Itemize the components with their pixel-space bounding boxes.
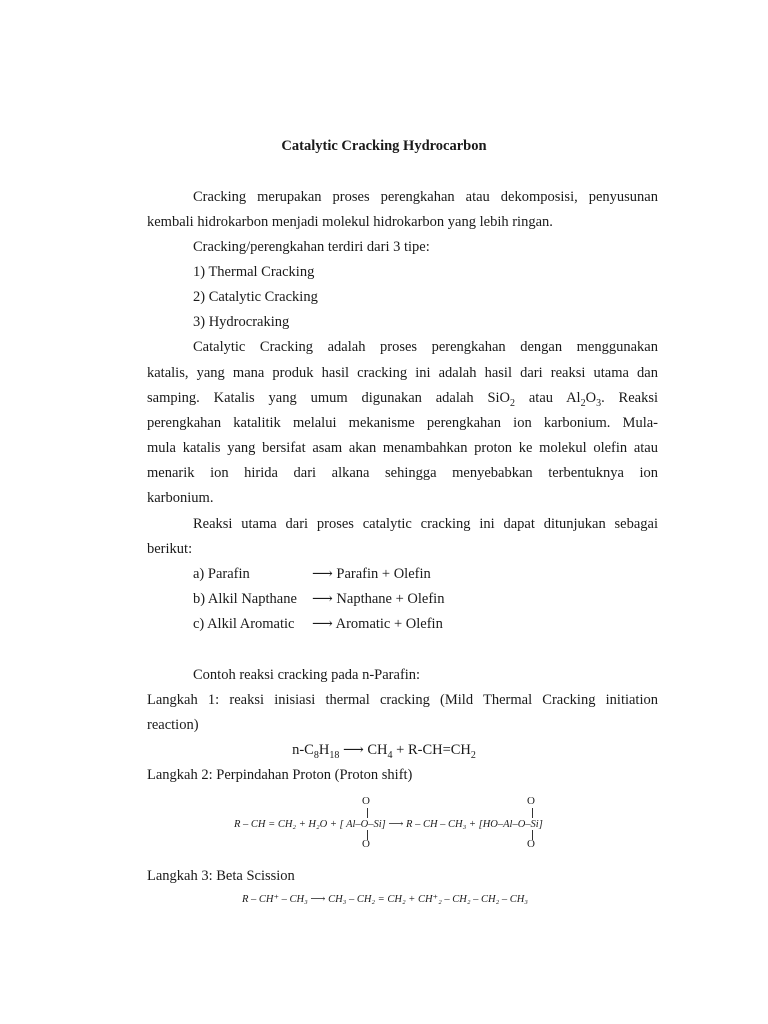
step3-heading: Langkah 3: Beta Scission xyxy=(147,868,295,884)
step1-line2: reaction) xyxy=(147,717,199,733)
bond-line xyxy=(367,808,368,818)
step1-equation: $n-C_8H_{18}$ ⟶ $CH_4 + R-CH=CH_2$ xyxy=(292,742,476,761)
para2-line7: karbonium. xyxy=(147,490,214,506)
reaction-reactant: c) Alkil Aromatic xyxy=(193,616,295,632)
oxygen-top-right: O xyxy=(527,795,535,807)
bond-line xyxy=(532,808,533,818)
reaction-product: ⟶ Napthane + Olefin xyxy=(312,591,445,607)
step1-line1: Langkah 1: reaksi inisiasi thermal cracking (Mild Thermal Cracking initiation xyxy=(147,692,658,708)
para3-line2: berikut: xyxy=(147,541,193,557)
types-intro: Cracking/perengkahan terdiri dari 3 tipe: xyxy=(193,239,430,255)
example-heading: Contoh reaksi cracking pada n-Parafin: xyxy=(193,667,421,683)
type-item-1: 1) Thermal Cracking xyxy=(193,264,315,280)
reaction-row xyxy=(193,615,658,633)
para2-line1: Catalytic Cracking adalah proses perengkahan dengan menggunakan xyxy=(193,339,658,355)
reaction-product: ⟶ Aromatic + Olefin xyxy=(312,616,443,632)
oxygen-top-left: O xyxy=(362,795,370,807)
reaction-reactant: b) Alkil Napthane xyxy=(193,591,297,607)
para2-line4: perengkahan katalitik melalui mekanisme perengkahan ion karbonium. Mula- xyxy=(147,415,658,431)
type-item-2: 2) Catalytic Cracking xyxy=(193,289,318,305)
step3-equation: R – CH⁺ – CH₃ ⟶ CH₃ – CH₂ = CH₂ + CH⁺₂ – CH₂ – CH₂ – CH₃ xyxy=(242,894,528,905)
reaction-row xyxy=(193,590,658,608)
para2-line3: samping. Katalis yang umum digunakan adalah SiO$_2$ atau $Al_2O_3$. Reaksi xyxy=(147,390,659,409)
para2-line2: katalis, yang mana produk hasil cracking ini adalah hasil dari reaksi utama dan xyxy=(147,365,658,381)
reaction-row xyxy=(193,565,658,583)
step2-equation: R – CH = CH₂ + H₂O + [ Al–O–Si] ⟶ R – CH – CH₃ + [HO–Al–O–Si] xyxy=(234,819,543,830)
document-title: Catalytic Cracking Hydrocarbon xyxy=(281,138,487,154)
para1-line2: kembali hidrokarbon menjadi molekul hidrokarbon yang lebih ringan. xyxy=(147,214,553,230)
para2-line5: mula katalis yang bersifat asam akan menambahkan proton ke molekul olefin atau xyxy=(147,440,658,456)
step2-heading: Langkah 2: Perpindahan Proton (Proton shift) xyxy=(147,767,413,783)
para3-line1: Reaksi utama dari proses catalytic cracking ini dapat ditunjukan sebagai xyxy=(193,516,658,532)
reaction-product: ⟶ Parafin + Olefin xyxy=(312,566,431,582)
reaction-reactant: a) Parafin xyxy=(193,566,250,582)
para1-line1: Cracking merupakan proses perengkahan atau dekomposisi, penyusunan xyxy=(193,189,658,205)
type-item-3: 3) Hydrocraking xyxy=(193,314,290,330)
para2-line6: menarik ion hirida dari alkana sehingga menyebabkan terbentuknya ion xyxy=(147,465,658,481)
oxygen-bottom-left: O xyxy=(362,838,370,850)
oxygen-bottom-right: O xyxy=(527,838,535,850)
